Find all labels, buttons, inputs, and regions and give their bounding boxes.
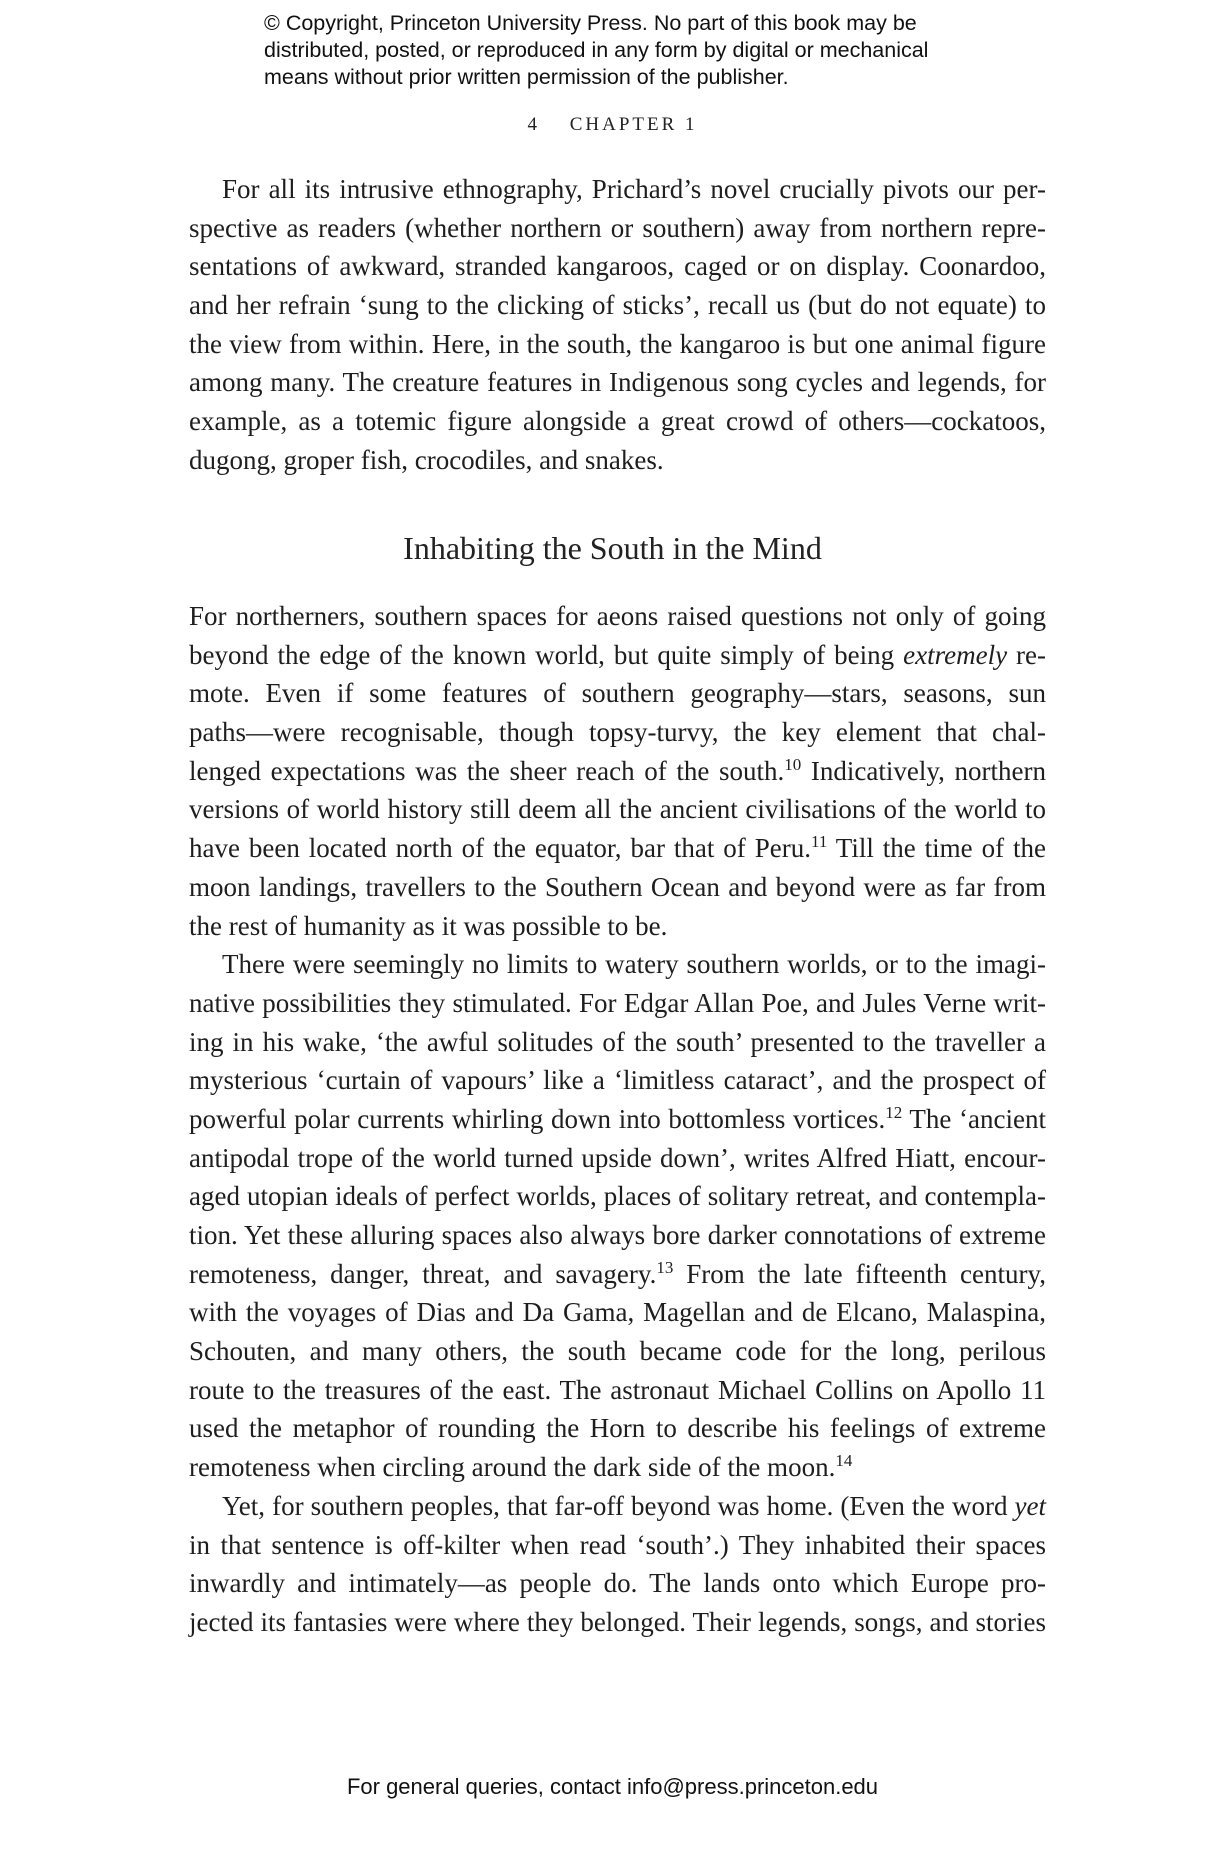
text-line: remoteness, danger, threat, and savagery.$^{13}$ From the late fifteenth century,: [189, 1257, 1046, 1289]
footnote-ref[interactable]: 14: [835, 1451, 853, 1471]
text-line: tion. Yet these alluring spaces also always bore darker connotations of extreme: [189, 1220, 1046, 1250]
running-head: [0, 114, 1225, 136]
text-line: remoteness when circling around the dark side of the moon.$^{14}$: [189, 1451, 853, 1483]
page-number: 4: [527, 114, 540, 135]
footnote-ref[interactable]: 11: [810, 832, 828, 852]
text-line: dugong, groper fish, crocodiles, and snakes.: [189, 444, 664, 475]
copyright-notice: [264, 10, 1024, 91]
text-line: For all its intrusive ethnography, Prichard’s novel crucially pivots our per-: [222, 174, 1046, 204]
text-line: have been located north of the equator, bar that of Peru.$^{11}$ Till the time of the: [189, 832, 1046, 864]
copyright-line: means without prior written permission of the publisher.: [264, 65, 789, 89]
text-line: sentations of awkward, stranded kangaroos, caged or on display. Coonardoo,: [189, 251, 1046, 282]
text-line: with the voyages of Dias and Da Gama, Magellan and de Elcano, Malaspina,: [189, 1297, 1046, 1328]
text-line: paths—were recognisable, though topsy-turvy, the key element that chal-: [189, 717, 1046, 748]
footnote-ref[interactable]: 13: [656, 1257, 674, 1277]
text-line: mote. Even if some features of southern geography—stars, seasons, sun: [189, 678, 1046, 709]
text-line: Yet, for southern peoples, that far-off beyond was home. (Even the word yet: [222, 1490, 1046, 1521]
chapter-label: CHAPTER 1: [569, 114, 698, 135]
text-line: route to the treasures of the east. The astronaut Michael Collins on Apollo 11: [189, 1374, 1046, 1405]
text-line: the rest of humanity as it was possible to be.: [189, 910, 668, 941]
footnote-ref[interactable]: 10: [784, 754, 802, 774]
text-line: in that sentence is off-kilter when read ‘south’.) They inhabited their spaces: [189, 1529, 1046, 1560]
footnote-ref[interactable]: 12: [885, 1102, 903, 1122]
text-line: the view from within. Here, in the south, the kangaroo is but one animal figure: [189, 328, 1046, 359]
copyright-line: distributed, posted, or reproduced in any form by digital or mechanical: [264, 38, 929, 62]
text-line: and her refrain ‘sung to the clicking of sticks’, recall us (but do not equate) to: [189, 290, 1046, 321]
text-line: There were seemingly no limits to watery southern worlds, or to the imagi-: [222, 949, 1046, 980]
text-line: inwardly and intimately—as people do. The lands onto which Europe pro-: [189, 1568, 1046, 1599]
emphasis: extremely: [903, 639, 1008, 670]
text-line: Schouten, and many others, the south became code for the long, perilous: [189, 1336, 1046, 1367]
text-line: aged utopian ideals of perfect worlds, places of solitary retreat, and contempla-: [189, 1181, 1046, 1212]
text-line: ing in his wake, ‘the awful solitudes of the south’ presented to the traveller a: [189, 1026, 1046, 1057]
copyright-line: © Copyright, Princeton University Press. No part of this book may be: [264, 11, 917, 35]
text-line: versions of world history still deem all the ancient civilisations of the world to: [189, 794, 1046, 825]
text-line: example, as a totemic figure alongside a great crowd of others—cockatoos,: [189, 406, 1046, 437]
text-line: antipodal trope of the world turned upside down’, writes Alfred Hiatt, encour-: [189, 1142, 1046, 1173]
text-line: powerful polar currents whirling down into bottomless vortices.$^{12}$ The ‘ancient: [189, 1102, 1047, 1134]
text-line: jected its fantasies were where they belonged. Their legends, songs, and stories: [189, 1606, 1046, 1637]
text-line: moon landings, travellers to the Southern Ocean and beyond were as far from: [189, 871, 1046, 902]
section-heading: Inhabiting the South in the Mind: [403, 530, 822, 566]
text-line: native possibilities they stimulated. For Edgar Allan Poe, and Jules Verne writ-: [189, 987, 1046, 1018]
footer-contact: For general queries, contact info@press.princeton.edu: [346, 1774, 879, 1799]
text-line: among many. The creature features in Indigenous song cycles and legends, for: [189, 367, 1046, 398]
paragraph-1: [189, 170, 1046, 480]
text-line: lenged expectations was the sheer reach of the south.$^{10}$ Indicatively, northern: [189, 754, 1046, 786]
text-line: For northerners, southern spaces for aeons raised questions not only of going: [189, 601, 1046, 631]
text-line: beyond the edge of the known world, but quite simply of being extremely re-: [189, 639, 1047, 670]
paragraph-2: [189, 597, 1046, 1642]
text-line: mysterious ‘curtain of vapours’ like a ‘limitless cataract’, and the prospect of: [189, 1065, 1046, 1096]
text-line: spective as readers (whether northern or southern) away from northern repre-: [189, 212, 1046, 243]
text-line: used the metaphor of rounding the Horn to describe his feelings of extreme: [189, 1413, 1046, 1444]
emphasis: yet: [1014, 1490, 1046, 1521]
